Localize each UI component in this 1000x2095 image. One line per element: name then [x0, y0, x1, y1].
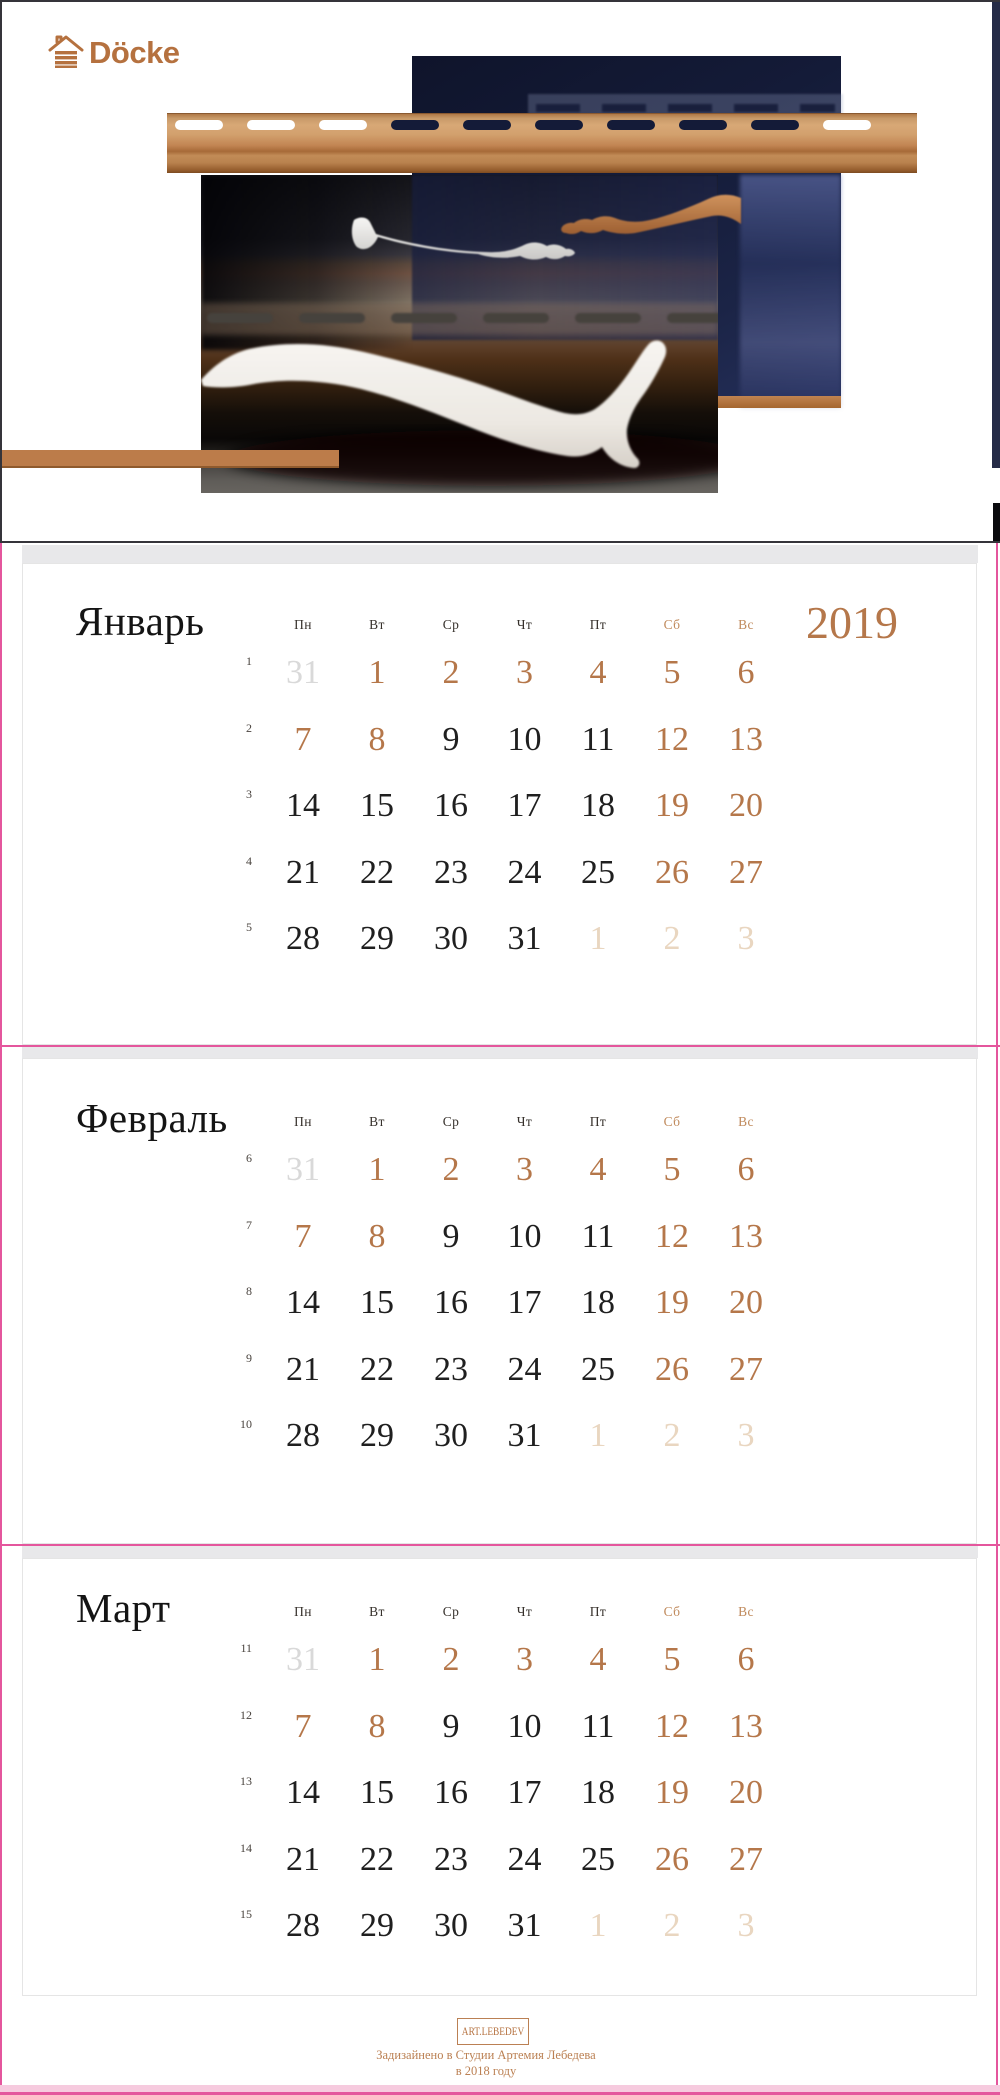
day-cell: 24 [507, 1840, 542, 1878]
hands-illustration [340, 190, 750, 270]
photo-siding-slot [483, 313, 549, 323]
week-row [0, 1153, 1000, 1187]
siding-slot [463, 120, 511, 130]
day-cell: 1 [589, 1907, 607, 1944]
day-cell: 1 [368, 1641, 386, 1678]
week-number: 1 [246, 654, 252, 668]
week-row [0, 1707, 1000, 1745]
weekday-label-Пт: Пт [589, 1604, 607, 1619]
day-cell: 9 [442, 1217, 460, 1255]
siding-shadow-slots [536, 104, 835, 112]
weekday-label-Вт: Вт [369, 617, 385, 632]
siding-slot [823, 120, 871, 130]
day-cell: 21 [286, 853, 320, 891]
day-cell: 25 [581, 853, 615, 891]
card-border-bottom [0, 541, 1000, 543]
copper-bar-left [0, 450, 339, 468]
week-row [0, 720, 1000, 758]
leg-illustration [201, 330, 718, 493]
week-row [0, 922, 1000, 956]
siding-slot [175, 120, 223, 130]
day-cell: 27 [729, 1840, 763, 1878]
weekday-label-Вт: Вт [369, 1604, 385, 1619]
weekday-label-Сб: Сб [663, 1114, 681, 1129]
day-cell: 29 [360, 920, 394, 957]
day-cell: 8 [368, 720, 386, 758]
day-cell: 2 [663, 1907, 681, 1944]
day-cell: 29 [360, 1907, 394, 1944]
day-cell: 2 [663, 920, 681, 957]
day-cell: 16 [434, 1774, 468, 1811]
day-cell: 2 [442, 1151, 460, 1188]
week-number: 13 [240, 1774, 252, 1788]
day-cell: 24 [507, 1350, 542, 1388]
weekday-label-Пн: Пн [294, 1604, 312, 1619]
footer-studio-logo [457, 2018, 529, 2045]
day-cell: 24 [507, 853, 542, 891]
week-number: 6 [246, 1151, 252, 1165]
day-cell: 7 [294, 1707, 312, 1745]
day-cell: 3 [737, 1907, 755, 1944]
weekday-label-Вс: Вс [738, 1114, 754, 1129]
day-cell: 13 [729, 720, 763, 758]
day-cell: 26 [655, 853, 689, 891]
week-row [0, 853, 1000, 891]
day-cell: 10 [507, 1707, 542, 1745]
day-cell: 28 [286, 1417, 320, 1454]
day-cell: 19 [655, 1284, 689, 1321]
day-cell: 12 [655, 1707, 689, 1745]
day-cell: 28 [286, 1907, 320, 1944]
siding-slot [607, 120, 655, 130]
day-cell: 29 [360, 1417, 394, 1454]
day-cell: 1 [368, 1151, 386, 1188]
siding-slot [751, 120, 799, 130]
weekday-label-Вт: Вт [369, 1114, 385, 1129]
day-cell: 3 [516, 1151, 533, 1188]
day-cell: 31 [507, 1907, 542, 1944]
day-cell: 17 [507, 1774, 542, 1811]
week-number: 5 [246, 920, 252, 934]
week-number: 8 [246, 1284, 252, 1298]
week-number: 7 [246, 1217, 252, 1232]
day-cell: 2 [442, 654, 460, 691]
day-cell: 23 [434, 1840, 468, 1878]
day-cell: 16 [434, 1284, 468, 1321]
siding-slot [391, 120, 439, 130]
week-number: 15 [240, 1907, 252, 1921]
page-gap-band [22, 1546, 978, 1558]
week-number: 10 [240, 1417, 252, 1431]
day-cell: 17 [507, 1284, 542, 1321]
day-cell: 22 [360, 853, 394, 891]
day-cell: 6 [737, 1641, 755, 1678]
day-cell: 30 [434, 1417, 468, 1454]
pink-border-right [996, 543, 998, 2095]
day-cell: 12 [655, 1217, 689, 1255]
siding-slot [247, 120, 295, 130]
year-label: 2019 [806, 597, 898, 648]
week-row [0, 1776, 1000, 1810]
day-cell: 31 [507, 1417, 542, 1454]
day-cell: 3 [516, 1641, 533, 1678]
month-title: Февраль [76, 1095, 228, 1141]
day-cell: 18 [581, 1284, 615, 1321]
card-border-left [0, 0, 2, 543]
copper-hand-illustration [561, 195, 741, 234]
day-cell: 17 [507, 787, 542, 824]
weekday-label-Чт: Чт [516, 1114, 533, 1129]
siding-slot [679, 120, 727, 130]
photo-siding-slot [207, 313, 273, 323]
white-hand-illustration [352, 218, 575, 260]
day-cell: 7 [294, 1217, 312, 1255]
day-cell: 31 [286, 1641, 320, 1678]
day-cell: 20 [729, 1774, 763, 1811]
day-cell: 19 [655, 787, 689, 824]
siding-slot [319, 120, 367, 130]
day-cell: 20 [729, 787, 763, 824]
day-cell: 18 [581, 1774, 615, 1811]
house-icon [48, 34, 84, 68]
day-cell: 30 [434, 920, 468, 957]
day-cell: 15 [360, 787, 394, 824]
weekday-label-Вс: Вс [738, 1604, 754, 1619]
day-cell: 1 [368, 654, 386, 691]
weekday-label-Чт: Чт [516, 617, 533, 632]
day-cell: 11 [581, 1707, 615, 1745]
day-cell: 27 [729, 853, 763, 891]
copper-bar-right [718, 396, 841, 408]
photo-siding-slot [667, 313, 718, 323]
artwork-card [0, 0, 1000, 543]
day-cell: 1 [589, 1417, 607, 1454]
week-row [0, 1909, 1000, 1943]
day-cell: 4 [589, 654, 607, 691]
week-number: 9 [246, 1350, 252, 1365]
weekday-label-Ср: Ср [442, 1114, 460, 1129]
brand-name: Döcke [89, 35, 180, 70]
day-cell: 13 [729, 1707, 763, 1745]
day-cell: 5 [663, 654, 681, 691]
pink-divider-2 [0, 1544, 1000, 1546]
day-cell: 14 [286, 1284, 320, 1321]
weekday-label-Сб: Сб [663, 1604, 681, 1619]
weekday-label-Пт: Пт [589, 617, 607, 632]
day-cell: 23 [434, 1350, 468, 1388]
week-number: 4 [246, 853, 252, 868]
day-cell: 26 [655, 1350, 689, 1388]
day-cell: 27 [729, 1350, 763, 1388]
month-title: Январь [76, 598, 205, 644]
week-row [0, 1419, 1000, 1453]
right-edge-tick [993, 503, 1000, 543]
day-cell: 25 [581, 1840, 615, 1878]
day-cell: 2 [442, 1641, 460, 1678]
credit-line-2: в 2018 году [455, 2064, 517, 2078]
right-edge-strip [992, 0, 1000, 468]
day-cell: 18 [581, 787, 615, 824]
weekday-label-Пт: Пт [589, 1114, 607, 1129]
week-number: 2 [246, 720, 252, 735]
day-cell: 6 [737, 1151, 755, 1188]
day-cell: 22 [360, 1840, 394, 1878]
blue-glow [740, 175, 841, 408]
siding-slot [535, 120, 583, 130]
pink-border-left [0, 543, 2, 2095]
day-cell: 6 [737, 654, 755, 691]
day-cell: 4 [589, 1641, 607, 1678]
credit-line-1: Задизайнено в Студии Артемия Лебедева [376, 2048, 596, 2062]
day-cell: 11 [581, 720, 615, 758]
day-cell: 21 [286, 1840, 320, 1878]
brand-logo [48, 32, 180, 68]
day-cell: 31 [286, 1151, 320, 1188]
siding-panel [167, 113, 917, 173]
day-cell: 15 [360, 1774, 394, 1811]
day-cell: 31 [507, 920, 542, 957]
weekday-label-Пн: Пн [294, 617, 312, 632]
photo-siding-slot [391, 313, 457, 323]
day-cell: 20 [729, 1284, 763, 1321]
day-cell: 9 [442, 1707, 460, 1745]
day-cell: 16 [434, 787, 468, 824]
day-cell: 22 [360, 1350, 394, 1388]
day-cell: 23 [434, 853, 468, 891]
weekday-label-Ср: Ср [442, 617, 460, 632]
day-cell: 21 [286, 1350, 320, 1388]
day-cell: 15 [360, 1284, 394, 1321]
day-cell: 3 [737, 920, 755, 957]
day-cell: 3 [516, 654, 533, 691]
day-cell: 30 [434, 1907, 468, 1944]
day-cell: 12 [655, 720, 689, 758]
week-row [0, 656, 1000, 690]
week-row [0, 1217, 1000, 1255]
day-cell: 28 [286, 920, 320, 957]
weekday-label-Сб: Сб [663, 617, 681, 632]
day-cell: 2 [663, 1417, 681, 1454]
weekday-label-Чт: Чт [516, 1604, 533, 1619]
day-cell: 1 [589, 920, 607, 957]
week-row [0, 1840, 1000, 1878]
day-cell: 25 [581, 1350, 615, 1388]
day-cell: 10 [507, 720, 542, 758]
weekday-label-Вс: Вс [738, 617, 754, 632]
week-number: 11 [240, 1641, 252, 1655]
week-row [0, 1286, 1000, 1320]
pink-divider-1 [0, 1045, 1000, 1047]
week-row [0, 1643, 1000, 1677]
week-number: 3 [246, 787, 252, 801]
day-cell: 3 [737, 1417, 755, 1454]
day-cell: 31 [286, 654, 320, 691]
day-cell: 8 [368, 1707, 386, 1745]
day-cell: 10 [507, 1217, 542, 1255]
page-gap-band [22, 545, 978, 563]
day-cell: 8 [368, 1217, 386, 1255]
studio-logo-text: ART.LEBEDEV [461, 2024, 525, 2038]
week-row [0, 789, 1000, 823]
day-cell: 26 [655, 1840, 689, 1878]
day-cell: 13 [729, 1217, 763, 1255]
day-cell: 19 [655, 1774, 689, 1811]
day-cell: 14 [286, 1774, 320, 1811]
day-cell: 7 [294, 720, 312, 758]
day-cell: 14 [286, 787, 320, 824]
day-cell: 4 [589, 1151, 607, 1188]
week-number: 14 [240, 1840, 252, 1855]
week-number: 12 [240, 1707, 252, 1722]
day-cell: 9 [442, 720, 460, 758]
photo-siding-slot [299, 313, 365, 323]
week-row [0, 1350, 1000, 1388]
weekday-label-Пн: Пн [294, 1114, 312, 1129]
card-border-top [0, 0, 1000, 2]
photo-siding-slot [575, 313, 641, 323]
day-cell: 5 [663, 1641, 681, 1678]
day-cell: 11 [581, 1217, 615, 1255]
weekday-label-Ср: Ср [442, 1604, 460, 1619]
day-cell: 5 [663, 1151, 681, 1188]
month-title: Март [76, 1585, 171, 1631]
